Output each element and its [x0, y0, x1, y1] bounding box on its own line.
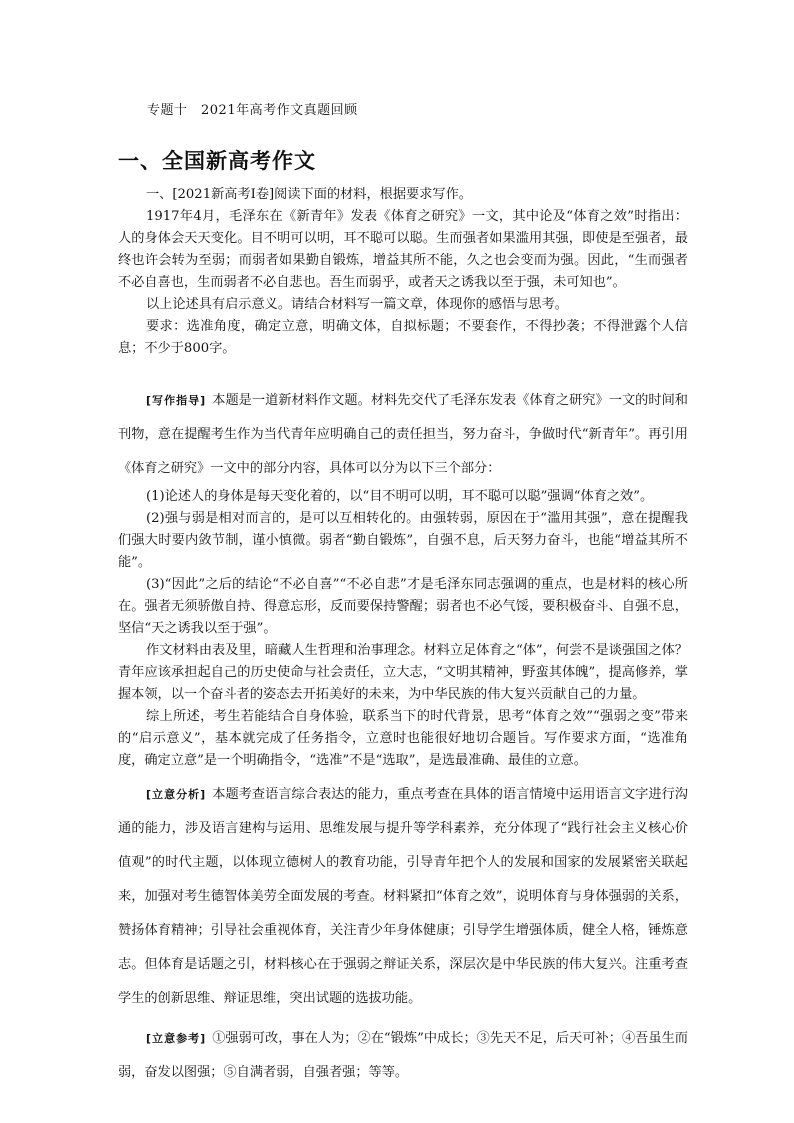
reference-tag: [立意参考] [146, 1032, 207, 1045]
guide-para-5: 综上所述，考生若能结合自身体验，联系当下的时代背景，思考“体育之效”“强弱之变”带来的“启示意义”，基本就完成了任务指令，立意时也能很好地切合题旨。写作要求方面，“选准角度，确定立意”是一个明确指令，“选准”不是“选取”，是选最准确、最佳的立意。 [118, 709, 688, 768]
analysis-para [118, 778, 688, 1016]
guide-lead-text: 本题是一道新材料作文题。材料先交代了毛泽东发表《体育之研究》一文的时间和刊物，意在提醒考生作为当代青年应明确自己的责任担当，努力奋斗，争做时代“新青年”。再引用《体育之研究》一文中的部分内容，具体可以分为以下三个部分： [118, 393, 688, 476]
guide-para-4: 作文材料由表及里，暗藏人生哲理和治事理念。材料立足体育之“体”，何尝不是谈强国之体？青年应该承担起自己的历史使命与社会责任，立大志，“文明其精神，野蛮其体魄”，提高修养，掌握本领，以一个奋斗者的姿态去开拓美好的未来，为中华民族的伟大复兴贡献自己的力量。 [118, 643, 688, 702]
guide-point-1: (1)论述人的身体是每天变化着的，以“目不明可以明，耳不聪可以聪”强调“体育之效”。 [146, 489, 654, 504]
reference-para [118, 1022, 688, 1090]
prompt-instruction: 以上论述具有启示意义。请结合材料写一篇文章，体现你的感悟与思考。 [146, 297, 568, 312]
prompt-material: 1917年4月，毛泽东在《新青年》发表《体育之研究》一文，其中论及“体育之效”时指出：人的身体会天天变化。目不明可以明，耳不聪可以聪。生而强者如果滥用其强，即使是至强者，最终也许会转为至弱；而弱者如果勤自锻炼，增益其所不能，久之也会变而为强。因此，“生而强者不必自喜也，生而弱者不必自悲也。吾生而弱乎，或者天之诱我以至于强，未可知也”。 [118, 209, 688, 290]
guide-tag: [写作指导] [146, 394, 207, 407]
page-header: 专题十 2021年高考作文真题回顾 [147, 103, 358, 118]
prompt-intro: 一、[2021新高考Ⅰ卷]阅读下面的材料，根据要求写作。 [146, 187, 472, 202]
prompt-block [118, 184, 688, 360]
guide-block [118, 384, 688, 1090]
analysis-tag: [立意分析] [146, 788, 207, 801]
analysis-text: 本题考查语言综合表达的能力，重点考查在具体的语言情境中运用语言文字进行沟通的能力，涉及语言建构与运用、思维发展与提升等学科素养，充分体现了“践行社会主义核心价值观”的时代主题，以体现立德树人的教育功能，引导青年把个人的发展和国家的发展紧密关联起来，加强对考生德智体美劳全面发展的考查。材料紧扣“体育之效”，说明体育与身体强弱的关系，赞扬体育精神；引导社会重视体育，关注青少年身体健康；引导学生增强体质，健全人格，锤炼意志。但体育是话题之引，材料核心在于强弱之辩证关系，深层次是中华民族的伟大复兴。注重考查学生的创新思维、辩证思维，突出试题的选拔功能。 [118, 787, 688, 1006]
prompt-requirements: 要求：选准角度，确定立意，明确文体，自拟标题；不要套作，不得抄袭；不得泄露个人信息；不少于800字。 [118, 319, 688, 356]
guide-lead-para [118, 384, 688, 486]
section-title: 一、全国新高考作文 [118, 149, 316, 173]
guide-point-3: (3)“因此”之后的结论“不必自喜”“不必自悲”才是毛泽东同志强调的重点，也是材料的核心所在。强者无须骄傲自持、得意忘形，反而要保持警醒；弱者也不必气馁，要积极奋斗、自强不息，坚信“天之诱我以至于强”。 [118, 577, 688, 636]
guide-point-2: (2)强与弱是相对而言的，是可以互相转化的。由强转弱，原因在于“滥用其强”，意在提醒我们强大时要内敛节制，谨小慎微。弱者“勤自锻炼”，自强不息，后天努力奋斗，也能“增益其所不能”。 [118, 511, 688, 570]
reference-text: ①强弱可改，事在人为；②在“锻炼”中成长；③先天不足，后天可补；④吾虽生而弱，奋发以图强；⑤自满者弱，自强者强；等等。 [118, 1031, 688, 1080]
